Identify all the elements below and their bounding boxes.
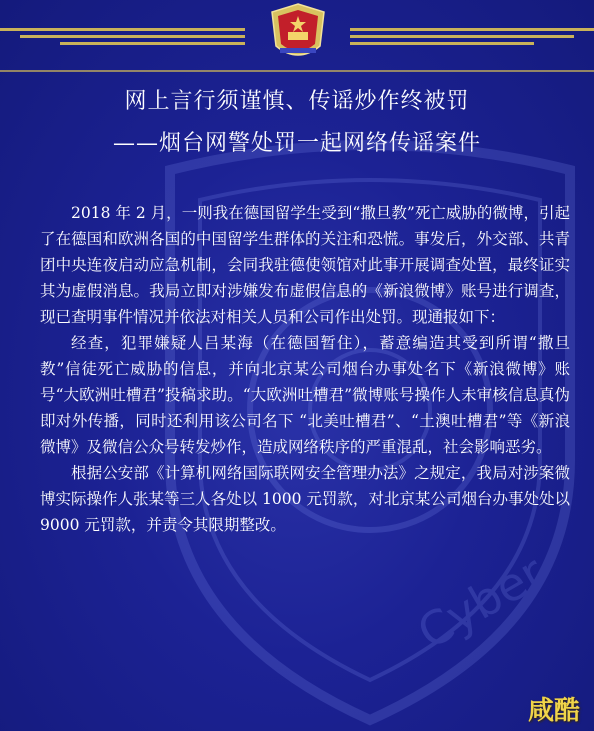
corner-watermark: 咸酷: [527, 696, 580, 726]
right-wing-stripes-icon: [350, 28, 594, 46]
title-line-2: ——烟台网警处罚一起网络传谣案件: [112, 131, 481, 156]
header-divider: [0, 70, 594, 72]
paragraph-1: 2018 年 2 月，一则我在德国留学生受到“撒旦教”死亡威胁的微博，引起了在德国和欧洲各国的中国留学生群体的关注和恐慌。事发后，外交部、共青团中央连夜启动应急机制，会同我驻德使领馆对此事开展调查处置，最终证实其为虚假消息。我局立即对涉嫌发布虚假信息的《新浪微博》账号进行调查，现已查明事件情况并依法对相关人员和公司作出处罚。现通报如下：: [40, 204, 570, 326]
paragraph-3: 根据公安部《计算机网络国际联网安全管理办法》之规定，我局对涉案微博实际操作人张某等三人各处以 1000 元罚款，对北京某公司烟台办事处处以 9000 元罚款，并责令其限期整改。: [40, 464, 570, 534]
paragraph-2: 经查，犯罪嫌疑人吕某海（在德国暂住），蓄意编造其受到所谓“撒旦教”信徒死亡威胁的信息，并向北京某公司烟台办事处名下《新浪微博》账号“大欧洲吐槽君”投稿求助。“大欧洲吐槽君”微博账号操作人未审核信息真伪即对外传播，同时还利用该公司名下 “北美吐槽君”、“土澳吐槽君”等《新浪微博》及微信公众号转发炒作，造成网络秩序的严重混乱，社会影响恶劣。: [40, 334, 570, 456]
notice-body: [40, 200, 570, 538]
title-line-1: 网上言行须谨慎、传谣炒作终被罚: [124, 89, 470, 114]
police-emblem-icon: [268, 2, 328, 66]
header-banner: [0, 0, 594, 75]
left-wing-stripes-icon: [0, 28, 245, 46]
watermark-text: Cyber: [408, 544, 554, 660]
